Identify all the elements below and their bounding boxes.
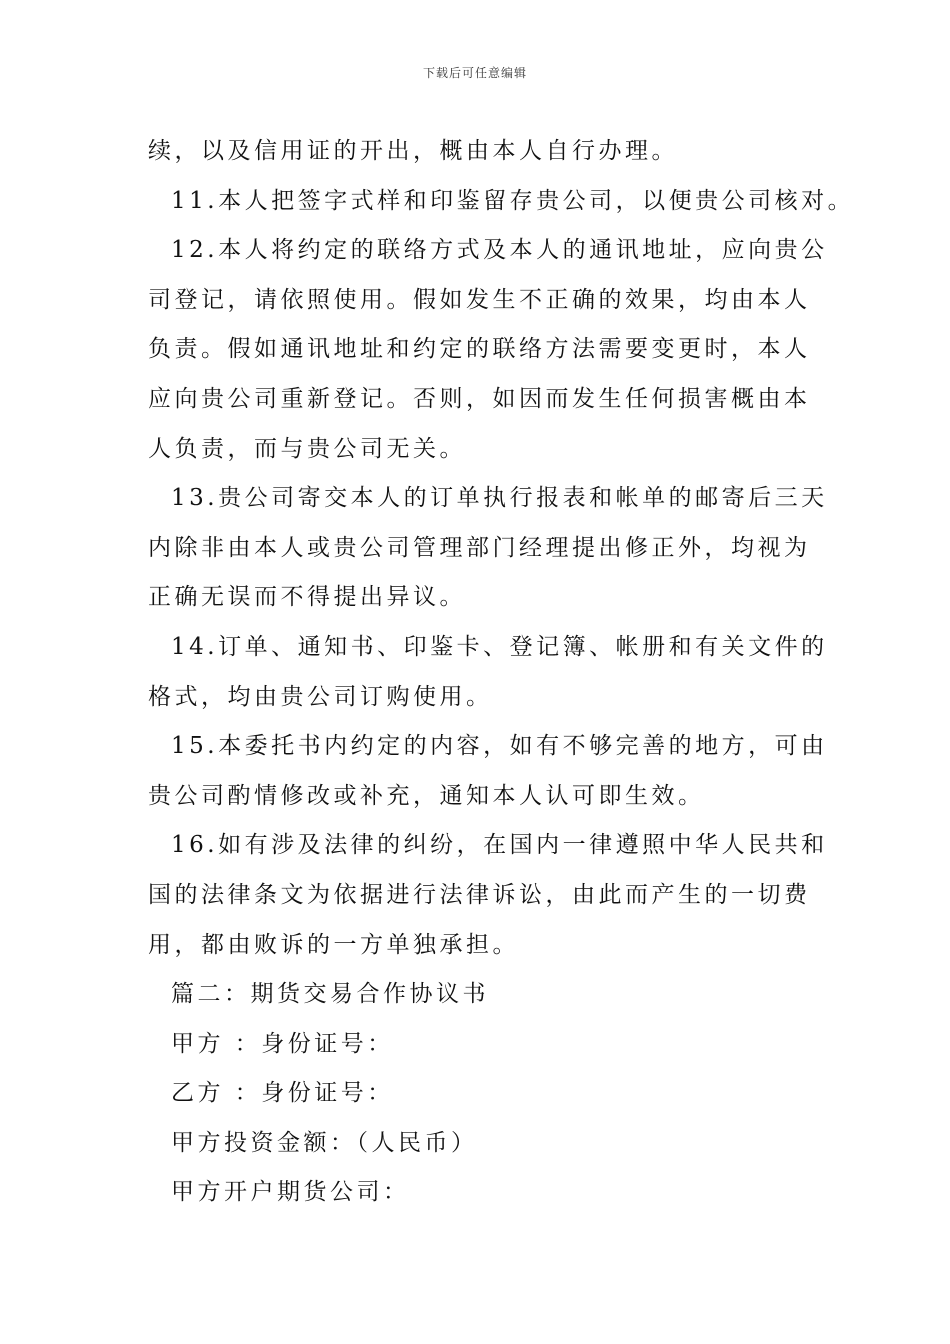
clause-15: 15.本委托书内约定的内容，如有不够完善的地方，可由	[171, 733, 828, 760]
text-line: 格式，均由贵公司订购使用。	[148, 683, 493, 710]
text-line: 人负责，而与贵公司无关。	[148, 435, 466, 462]
text-line: 司登记，请依照使用。假如发生不正确的效果，均由本人	[148, 286, 811, 313]
party-a-field: 甲方 ：身份证号：	[171, 1030, 394, 1057]
text-line: 应向贵公司重新登记。否则，如因而发生任何损害概由本	[148, 385, 811, 412]
party-b-field: 乙方 ：身份证号：	[171, 1080, 394, 1107]
text-line: 内除非由本人或贵公司管理部门经理提出修正外，均视为	[148, 534, 811, 561]
text-line: 国的法律条文为依据进行法律诉讼，由此而产生的一切费	[148, 881, 811, 908]
investment-amount-field: 甲方投资金额：（人民币）	[171, 1129, 478, 1156]
text-line: 用，都由败诉的一方单独承担。	[148, 931, 519, 958]
clause-13: 13.贵公司寄交本人的订单执行报表和帐单的邮寄后三天	[171, 485, 828, 512]
text-line: 续，以及信用证的开出，概由本人自行办理。	[148, 138, 678, 164]
text-line: 贵公司酌情修改或补充，通知本人认可即生效。	[148, 782, 705, 809]
section-heading: 篇二：期货交易合作协议书	[171, 981, 489, 1008]
document-body	[148, 127, 855, 1218]
clause-14: 14.订单、通知书、印鉴卡、登记簿、帐册和有关文件的	[171, 633, 828, 660]
clause-11: 11.本人把签字式样和印鉴留存贵公司，以便贵公司核对。	[171, 187, 855, 214]
text-line: 正确无误而不得提出异议。	[148, 584, 466, 611]
clause-16: 16.如有涉及法律的纠纷，在国内一律遵照中华人民共和	[171, 832, 828, 859]
clause-12: 12.本人将约定的联络方式及本人的通讯地址，应向贵公	[171, 237, 828, 264]
futures-company-field: 甲方开户期货公司：	[171, 1179, 410, 1206]
page-header-note: 下载后可任意编辑	[422, 66, 527, 80]
text-line: 负责。假如通讯地址和约定的联络方法需要变更时，本人	[148, 336, 811, 363]
